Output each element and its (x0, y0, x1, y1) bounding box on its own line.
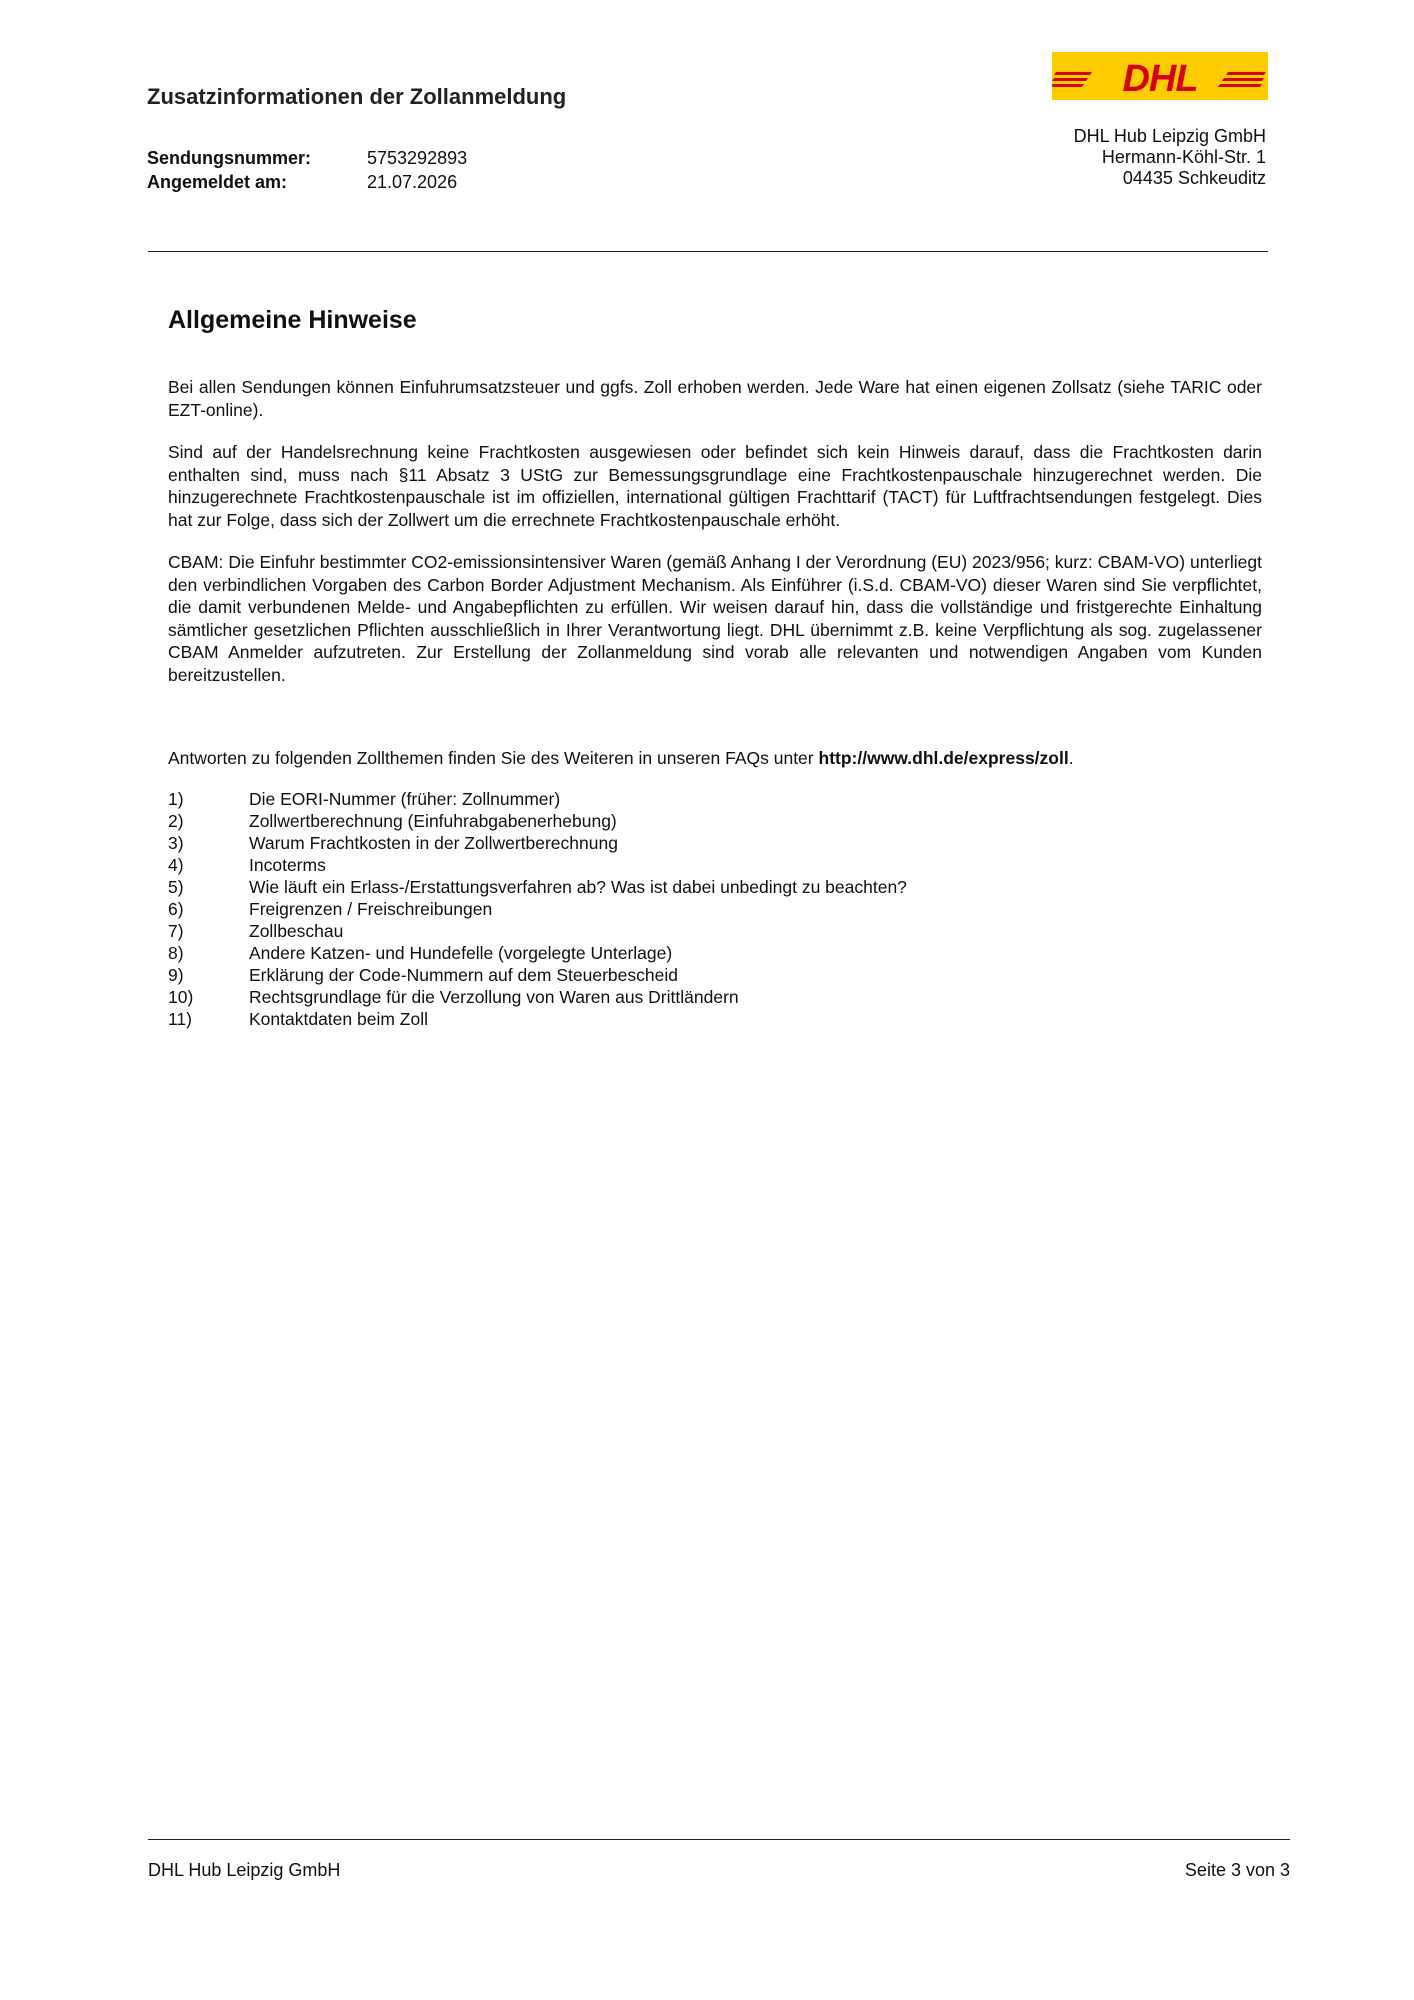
footer-divider (148, 1839, 1290, 1840)
list-item (168, 898, 907, 920)
declared-date-label: Angemeldet am: (147, 172, 288, 192)
logo-wordmark: DHL (1122, 58, 1198, 100)
list-item (168, 942, 907, 964)
list-item-number: 6) (168, 899, 184, 919)
section-title: Allgemeine Hinweise (168, 306, 417, 334)
paragraph-freight-costs: Sind auf der Handelsrechnung keine Frachtkosten ausgewiesen oder befindet sich kein Hinweis darauf, dass die Frachtkosten darin enthalten sind, muss nach §11 Absatz 3 UStG zur Bemessungsgrundlage eine Frachtkostenpauschale hinzugerechnet werden. Die hinzugerechnete Frachtkostenpauschale ist im offiziellen, international gültigen Frachttarif (TACT) für Luftfrachtsendungen festgelegt. Dies hat zur Folge, dass sich der Zollwert um die errechnete Frachtkostenpauschale erhöht. (168, 442, 1262, 530)
list-item-number: 8) (168, 943, 184, 963)
paragraph-cbam: CBAM: Die Einfuhr bestimmter CO2-emissionsintensiver Waren (gemäß Anhang I der Verordnung (EU) 2023/956; kurz: CBAM-VO) unterliegt den verbindlichen Vorgaben des Carbon Border Adjustment Mechanism. Als Einführer (i.S.d. CBAM-VO) dieser Waren sind Sie verpflichtet, die damit verbundenen Melde- und Angabepflichten zu erfüllen. Wir weisen darauf hin, dass die vollständige und fristgerechte Einhaltung sämtlicher gesetzlichen Pflichten ausschließlich in Ihrer Verantwortung liegt. DHL übernimmt z.B. keine Verpflichtung als sog. zugelassener CBAM Anmelder aufzutreten. Zur Erstellung der Zollanmeldung sind vorab alle relevanten und notwendigen Angaben vom Kunden bereitzustellen. (168, 552, 1262, 685)
list-item-number: 4) (168, 855, 184, 875)
list-item-text: Andere Katzen- und Hundefelle (vorgelegte Unterlage) (249, 943, 673, 963)
list-item-text: Die EORI-Nummer (früher: Zollnummer) (249, 789, 561, 809)
list-item-number: 9) (168, 965, 184, 985)
list-item-text: Rechtsgrundlage für die Verzollung von Waren aus Drittländern (249, 987, 739, 1007)
document-title: Zusatzinformationen der Zollanmeldung (147, 84, 567, 109)
list-item (168, 832, 907, 854)
shipment-meta (147, 146, 467, 194)
shipment-number-row (147, 146, 467, 170)
header-divider (148, 251, 1268, 252)
list-item (168, 810, 907, 832)
list-item-number: 5) (168, 877, 184, 897)
page-number: Seite 3 von 3 (1184, 1860, 1290, 1880)
paragraph-tax-info: Bei allen Sendungen können Einfuhrumsatzsteuer und ggfs. Zoll erhoben werden. Jede Ware hat einen eigenen Zollsatz (siehe TARIC oder EZT-online). (168, 377, 1262, 420)
footer-company: DHL Hub Leipzig GmbH (148, 1860, 341, 1880)
list-item (168, 986, 907, 1008)
faq-link[interactable]: http://www.dhl.de/express/zoll (818, 748, 1069, 768)
list-item-number: 10) (168, 987, 194, 1007)
address-line-city: 04435 Schkeuditz (1122, 168, 1266, 188)
list-item-number: 7) (168, 921, 184, 941)
list-item (168, 1008, 907, 1030)
shipment-number-label: Sendungsnummer: (147, 148, 312, 168)
list-item-number: 3) (168, 833, 184, 853)
list-item (168, 854, 907, 876)
list-item (168, 876, 907, 898)
declared-date-value: 21.07.2026 (367, 172, 458, 192)
faq-intro-period: . (1068, 748, 1074, 768)
list-item-text: Kontaktdaten beim Zoll (249, 1009, 428, 1029)
dhl-logo (1052, 52, 1268, 100)
address-line-company: DHL Hub Leipzig GmbH (1073, 126, 1266, 146)
faq-intro (168, 748, 1074, 769)
list-item-text: Wie läuft ein Erlass-/Erstattungsverfahren ab? Was ist dabei unbedingt zu beachten? (249, 877, 907, 897)
shipment-number-value: 5753292893 (367, 148, 468, 168)
faq-intro-text: Antworten zu folgenden Zollthemen finden Sie des Weiteren in unseren FAQs unter (168, 748, 814, 768)
list-item-text: Freigrenzen / Freischreibungen (249, 899, 493, 919)
list-item (168, 920, 907, 942)
faq-list (168, 788, 907, 1030)
list-item-text: Incoterms (249, 855, 326, 875)
list-item-number: 1) (168, 789, 184, 809)
company-address (1074, 126, 1266, 189)
list-item (168, 964, 907, 986)
list-item-number: 2) (168, 811, 184, 831)
list-item-text: Zollwertberechnung (Einfuhrabgabenerhebung) (249, 811, 617, 831)
list-item-text: Zollbeschau (249, 921, 344, 941)
list-item-number: 11) (168, 1009, 192, 1029)
declared-date-row (147, 170, 467, 194)
list-item-text: Warum Frachtkosten in der Zollwertberechnung (249, 833, 618, 853)
list-item-text: Erklärung der Code-Nummern auf dem Steuerbescheid (249, 965, 678, 985)
address-line-street: Hermann-Köhl-Str. 1 (1101, 147, 1266, 167)
list-item (168, 788, 907, 810)
